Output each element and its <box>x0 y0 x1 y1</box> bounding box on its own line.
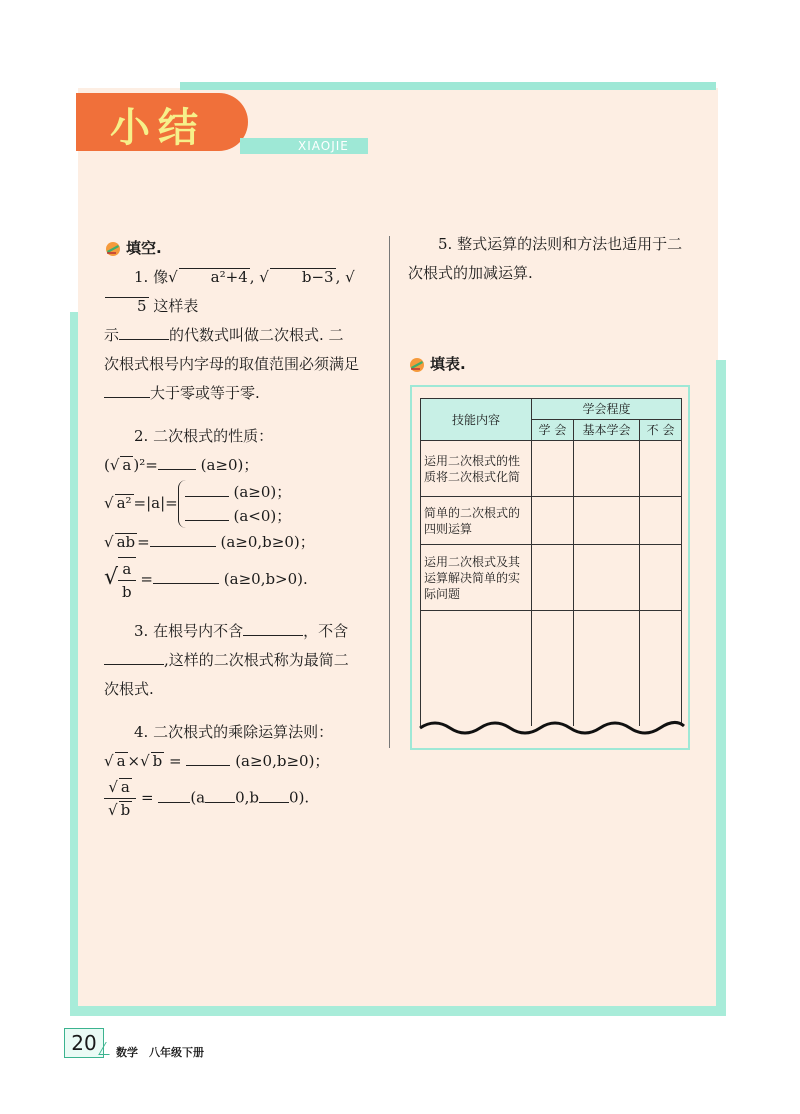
item1-line3: 次根式根号内字母的取值范围必须满足 <box>104 355 360 373</box>
fill-table-heading <box>408 350 703 379</box>
piecewise-brace: (a≥0)； (a<0)； <box>178 480 292 528</box>
table-row <box>421 497 682 545</box>
item5-line1: 5. 整式运算的法则和方法也适用于二 <box>438 235 683 253</box>
decor-strip-top <box>180 82 716 90</box>
item2-title: 2. 二次根式的性质： <box>134 427 274 445</box>
fraction-sqrt-a-over-sqrt-b: $\frac{√ a}{√ b}$ <box>104 776 136 821</box>
item1-line2: 示 的代数式叫做二次根式. 二 <box>104 326 344 344</box>
item2-formula3: √ ab = (a≥0,b≥0)； <box>104 533 315 551</box>
empty-cell[interactable] <box>421 611 532 729</box>
fill-table-label: 填表. <box>430 355 466 373</box>
decor-strip-right <box>716 360 726 1010</box>
item4-formula1: √ a ×√ b = (a≥0,b≥0)； <box>104 752 330 770</box>
skill-cell: 运用二次根式及其运算解决简单的实际问题 <box>421 545 532 611</box>
checkbox-cell[interactable] <box>573 441 639 497</box>
empty-cell[interactable] <box>532 611 574 729</box>
skills-table <box>420 398 682 729</box>
pencil-badge-icon <box>104 241 122 257</box>
column-divider <box>389 236 390 748</box>
empty-cell[interactable] <box>573 611 639 729</box>
item1-line1: 1. 像√ a²+4 , √ b−3 , √5 这样表 <box>104 263 384 321</box>
table-row <box>421 611 682 729</box>
item4-formula2: $\frac{√ a}{√ b}$ = (a 0,b 0). <box>104 776 384 821</box>
blank-12[interactable] <box>205 788 235 803</box>
blank-9[interactable] <box>104 650 164 665</box>
sub-col-not: 不 会 <box>640 420 682 441</box>
checkbox-cell[interactable] <box>640 497 682 545</box>
item2-formula2: √ a² =|a|= (a≥0)； (a<0)； <box>104 480 384 528</box>
fill-blank-label: 填空. <box>126 239 162 257</box>
checkbox-cell[interactable] <box>573 497 639 545</box>
book-title: 数学 八年级下册 <box>116 1046 204 1059</box>
decor-strip-bottom <box>70 1006 726 1016</box>
blank-13[interactable] <box>259 788 289 803</box>
checkbox-cell[interactable] <box>532 545 574 611</box>
item3-line3: 次根式. <box>104 680 154 698</box>
blank-2[interactable] <box>104 383 150 398</box>
checkbox-cell[interactable] <box>532 497 574 545</box>
pencil-badge-icon <box>408 357 426 373</box>
blank-8[interactable] <box>243 621 303 636</box>
sub-col-basic: 基本学会 <box>573 420 639 441</box>
fraction-a-over-b: $\frac{a}{b}$ <box>118 557 136 603</box>
skill-cell: 运用二次根式的性质将二次根式化简 <box>421 441 532 497</box>
blank-5[interactable] <box>185 506 229 521</box>
item5-line2: 次根式的加减运算. <box>408 264 533 282</box>
col-degree-header: 学会程度 <box>532 399 682 420</box>
item2-formula4: √ $\frac{a}{b}$ = (a≥0,b>0). <box>104 557 384 603</box>
item3-line1: 3. 在根号内不含 ，不含 <box>134 622 349 640</box>
fill-blank-heading <box>104 234 384 263</box>
page-number: 20 <box>64 1028 104 1058</box>
section-title: 小结 <box>110 105 206 151</box>
item4-title: 4. 二次根式的乘除运算法则： <box>134 723 334 741</box>
blank-10[interactable] <box>186 751 230 766</box>
blank-1[interactable] <box>119 325 169 340</box>
section-subtitle: XIAOJIE <box>298 139 349 153</box>
skill-cell: 简单的二次根式的四则运算 <box>421 497 532 545</box>
blank-7[interactable] <box>153 569 219 584</box>
col-skill-header: 技能内容 <box>421 399 532 441</box>
table-row <box>421 545 682 611</box>
decor-strip-left <box>70 312 78 1012</box>
empty-cell[interactable] <box>640 611 682 729</box>
item3-line2: ,这样的二次根式称为最简二 <box>104 646 384 675</box>
blank-11[interactable] <box>158 788 190 803</box>
item2-formula1: (√ a )²= (a≥0)； <box>104 456 259 474</box>
checkbox-cell[interactable] <box>640 545 682 611</box>
right-column <box>408 230 703 379</box>
table-row <box>421 441 682 497</box>
item1-line4: 大于零或等于零. <box>104 379 384 408</box>
blank-6[interactable] <box>150 532 216 547</box>
blank-4[interactable] <box>185 482 229 497</box>
checkbox-cell[interactable] <box>532 441 574 497</box>
table-torn-edge <box>418 712 686 740</box>
blank-3[interactable] <box>158 455 196 470</box>
checkbox-cell[interactable] <box>640 441 682 497</box>
sub-col-learned: 学 会 <box>532 420 574 441</box>
left-column <box>104 234 384 821</box>
checkbox-cell[interactable] <box>573 545 639 611</box>
